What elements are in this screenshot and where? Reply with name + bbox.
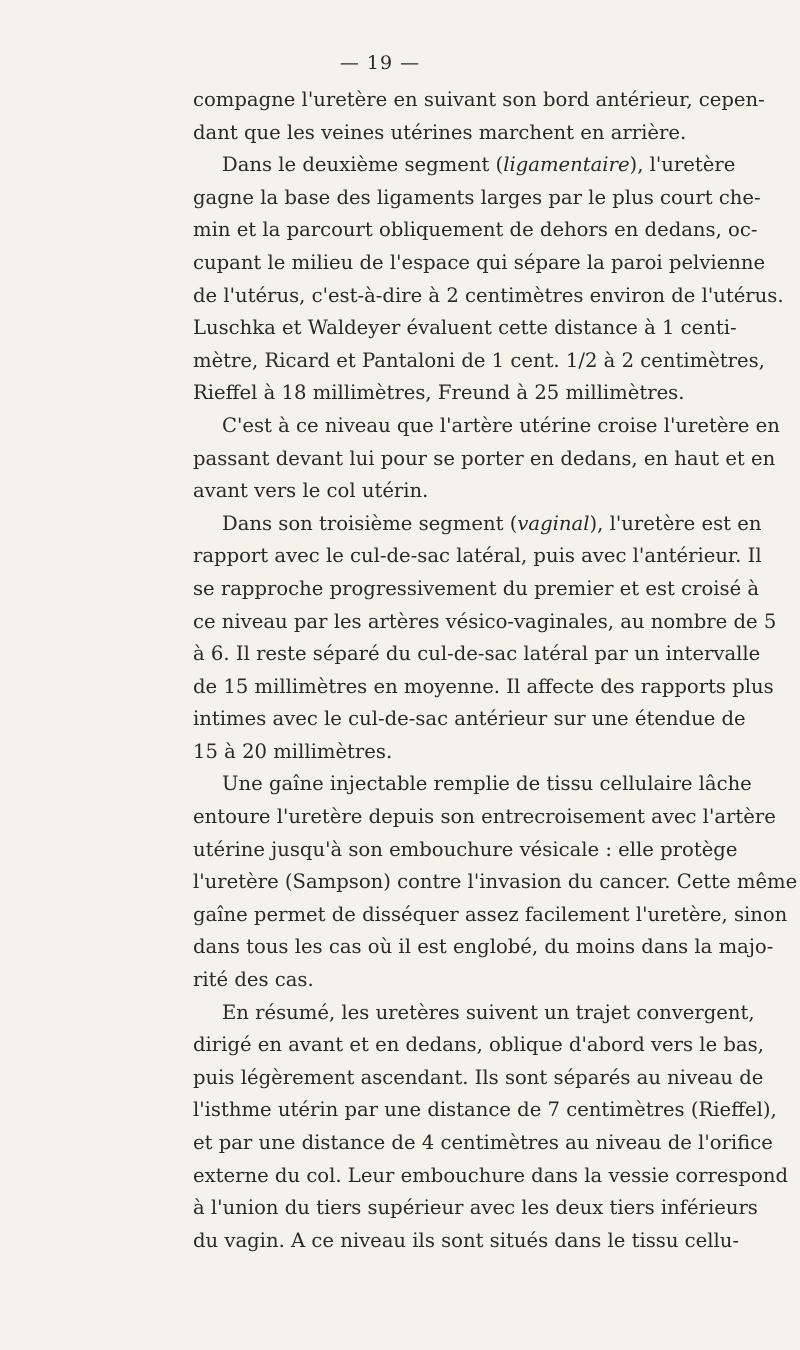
text-segment: Dans le deuxième segment ( — [222, 153, 504, 177]
text-line: intimes avec le cul-de-sac antérieur sur une étendue de — [193, 707, 746, 731]
text-line: à 6. Il reste séparé du cul-de-sac latéral par un intervalle — [193, 642, 761, 666]
text-line: entoure l'uretère depuis son entrecroisement avec l'artère — [193, 805, 776, 829]
text-line: rité des cas. — [193, 968, 314, 992]
text-line: En résumé, les uretères suivent un trajet convergent, — [222, 1000, 755, 1024]
text-line: utérine jusqu'à son embouchure vésicale : elle protège — [193, 837, 738, 861]
text-line: avant vers le col utérin. — [193, 479, 429, 503]
text-line: externe du col. Leur embouchure dans la vessie correspond — [193, 1163, 788, 1187]
page-number: — 19 — — [339, 52, 421, 74]
text-line: compagne l'uretère en suivant son bord antérieur, cepen- — [193, 88, 765, 111]
text-line: et par une distance de 4 centimètres au niveau de l'orifice — [193, 1131, 773, 1154]
text-line: de l'utérus, c'est-à-dire à 2 centimètres environ de l'utérus. — [193, 283, 784, 307]
text-line: de 15 millimètres en moyenne. Il affecte des rapports plus — [193, 674, 774, 698]
text-line: passant devant lui pour se porter en dedans, en haut et en — [193, 446, 776, 470]
text-line: gaîne permet de disséquer assez facilement l'uretère, sinon — [193, 902, 788, 926]
text-line: C'est à ce niveau que l'artère utérine croise l'uretère en — [222, 413, 780, 437]
text-line: min et la parcourt obliquement de dehors en dedans, oc- — [193, 218, 758, 242]
text-line: du vagin. A ce niveau ils sont situés dans le tissu cellu- — [193, 1228, 740, 1252]
text-line: gagne la base des ligaments larges par le plus court che- — [193, 185, 761, 209]
text-segment: ), l'uretère — [629, 153, 736, 177]
text-line: se rapproche progressivement du premier et est croisé à — [193, 576, 760, 600]
text-line: Une gaîne injectable remplie de tissu cellulaire lâche — [222, 772, 752, 796]
text-line: Rieffel à 18 millimètres, Freund à 25 millimètres. — [193, 381, 685, 405]
text-line: dans tous les cas où il est englobé, du moins dans la majo- — [193, 935, 774, 959]
body-text — [193, 84, 798, 1257]
text-line: mètre, Ricard et Pantaloni de 1 cent. 1/2 à 2 centimètres, — [193, 348, 765, 372]
italic-term: vaginal — [517, 511, 590, 535]
text-line: l'uretère (Sampson) contre l'invasion du cancer. Cette même — [193, 870, 798, 894]
text-segment: Dans son troisième segment ( — [222, 511, 518, 535]
text-line — [193, 508, 762, 541]
text-segment: ), l'uretère est en — [589, 511, 762, 535]
italic-term: ligamentaire — [503, 153, 630, 177]
text-line: dirigé en avant et en dedans, oblique d'abord vers le bas, — [193, 1033, 764, 1057]
text-line — [193, 149, 736, 182]
text-line: puis légèrement ascendant. Ils sont séparés au niveau de — [193, 1065, 764, 1089]
text-line: l'isthme utérin par une distance de 7 centimètres (Rieffel), — [193, 1098, 777, 1122]
text-line: ce niveau par les artères vésico-vaginales, au nombre de 5 — [193, 609, 777, 633]
text-line: Luschka et Waldeyer évaluent cette distance à 1 centi- — [193, 316, 737, 340]
text-line: à l'union du tiers supérieur avec les deux tiers inférieurs — [193, 1196, 758, 1220]
text-line: dant que les veines utérines marchent en arrière. — [193, 120, 687, 144]
text-line: rapport avec le cul-de-sac latéral, puis avec l'antérieur. Il — [193, 544, 762, 568]
text-line: cupant le milieu de l'espace qui sépare la paroi pelvienne — [193, 250, 766, 274]
text-line: 15 à 20 millimètres. — [193, 739, 393, 763]
